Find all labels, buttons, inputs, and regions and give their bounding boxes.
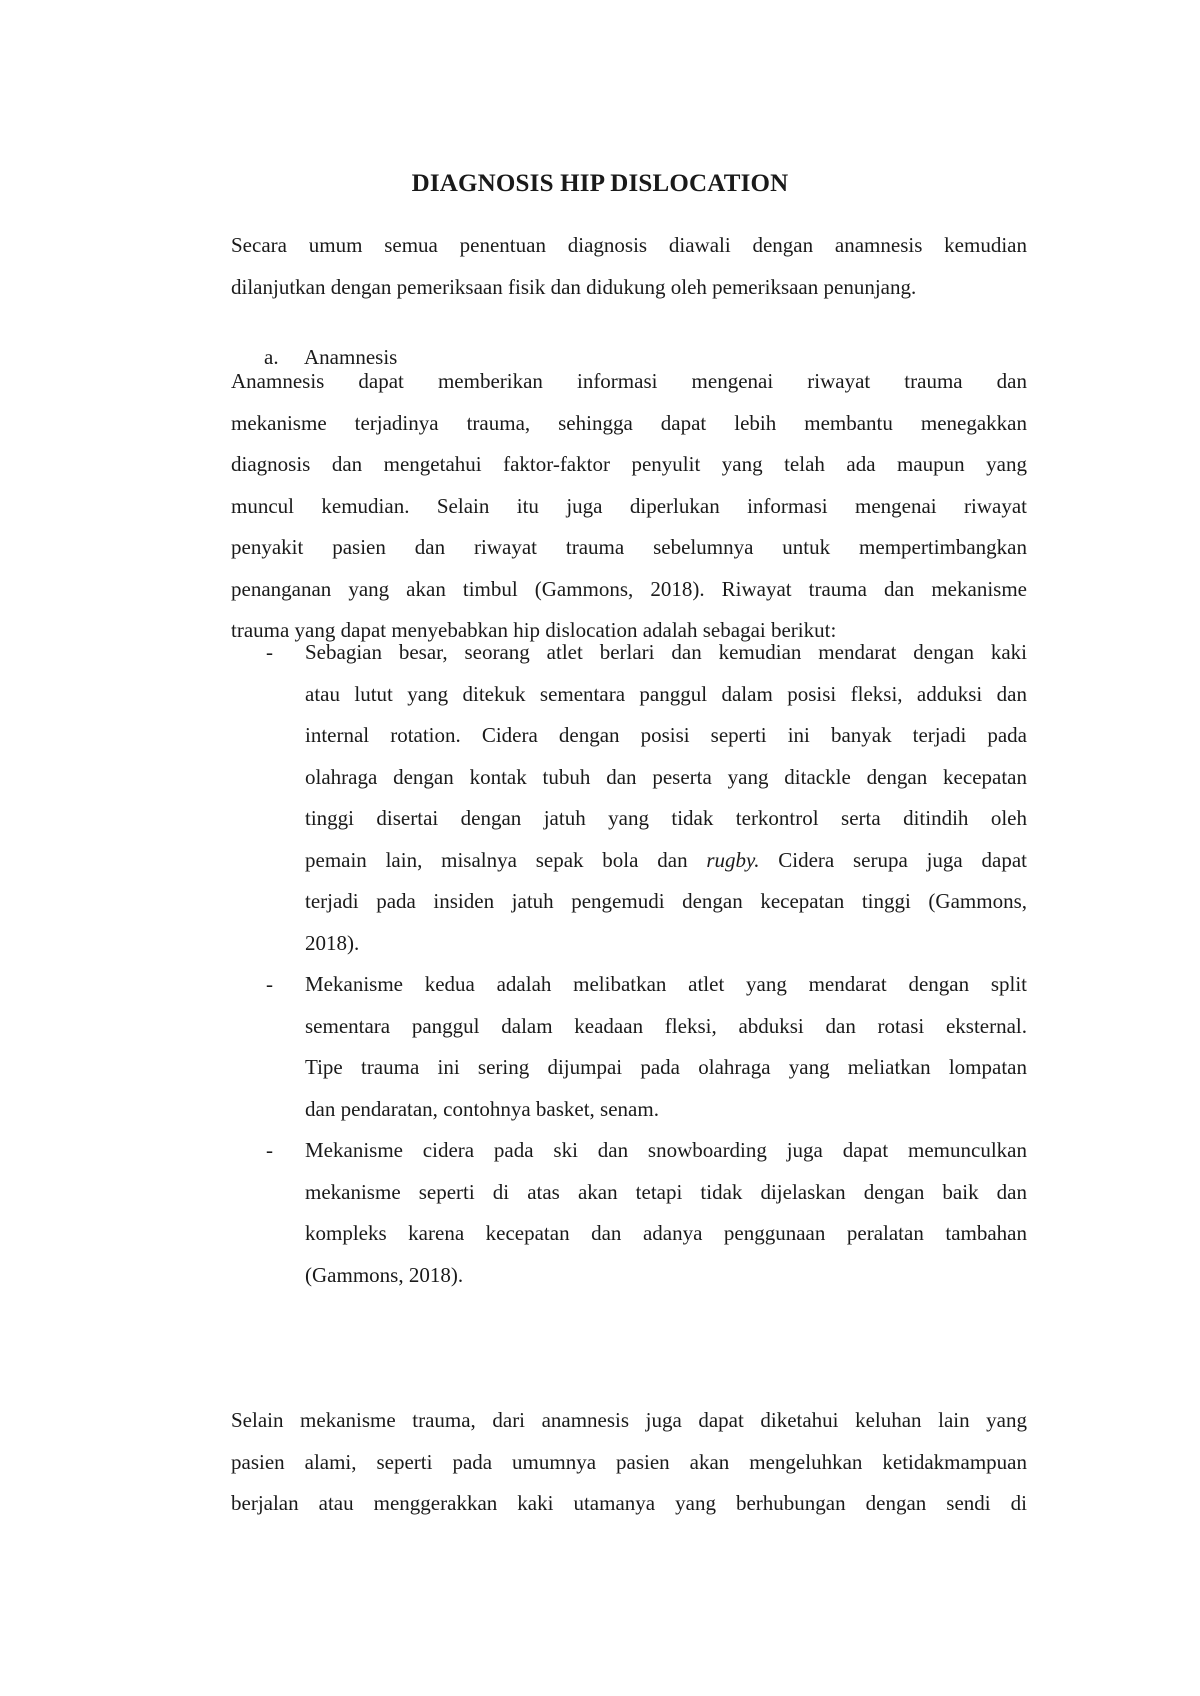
paragraph-line: berjalan atau menggerakkan kaki utamanya yang berhubungan dengan sendi di <box>231 1491 1027 1515</box>
paragraph-line: diagnosis dan mengetahui faktor-faktor penyulit yang telah ada maupun yang <box>231 452 1027 476</box>
list-item <box>264 964 1027 1130</box>
text-run: Cidera serupa juga dapat <box>759 847 1027 872</box>
closing-paragraph <box>231 1400 1027 1525</box>
paragraph-line: Selain mekanisme trauma, dari anamnesis juga dapat diketahui keluhan lain yang <box>231 1408 1027 1432</box>
mechanism-list <box>264 632 1027 1296</box>
list-item-line: kompleks karena kecepatan dan adanya penggunaan peralatan tambahan <box>305 1221 1027 1245</box>
text-run: pemain lain, misalnya sepak bola dan <box>305 847 707 872</box>
paragraph-line: Anamnesis dapat memberikan informasi mengenai riwayat trauma dan <box>231 369 1027 393</box>
list-item-line: terjadi pada insiden jatuh pengemudi dengan kecepatan tinggi (Gammons, <box>305 889 1027 913</box>
list-item-line: Sebagian besar, seorang atlet berlari dan kemudian mendarat dengan kaki <box>305 640 1027 664</box>
list-item-line: tinggi disertai dengan jatuh yang tidak terkontrol serta ditindih oleh <box>305 806 1027 830</box>
intro-line: Secara umum semua penentuan diagnosis diawali dengan anamnesis kemudian <box>231 233 1027 257</box>
anamnesis-paragraph <box>231 361 1027 652</box>
intro-paragraph <box>231 225 1027 308</box>
list-item-line-italic <box>305 840 1027 882</box>
paragraph-line: trauma yang dapat menyebabkan hip dislocation adalah sebagai berikut: <box>231 618 837 642</box>
list-item-line: internal rotation. Cidera dengan posisi seperti ini banyak terjadi pada <box>305 723 1027 747</box>
paragraph-line: mekanisme terjadinya trauma, sehingga dapat lebih membantu menegakkan <box>231 410 1027 435</box>
list-item-line: dan pendaratan, contohnya basket, senam. <box>305 1096 659 1121</box>
list-item-line: Tipe trauma ini sering dijumpai pada olahraga yang meliatkan lompatan <box>305 1055 1027 1079</box>
list-item-line: (Gammons, 2018). <box>305 1262 464 1287</box>
list-item-line: Mekanisme kedua adalah melibatkan atlet yang mendarat dengan split <box>305 972 1027 996</box>
list-item-line: sementara panggul dalam keadaan fleksi, abduksi dan rotasi eksternal. <box>305 1013 1027 1038</box>
list-item-line: 2018). <box>305 930 360 955</box>
page-title: DIAGNOSIS HIP DISLOCATION <box>411 170 789 197</box>
intro-line: dilanjutkan dengan pemeriksaan fisik dan didukung oleh pemeriksaan penunjang. <box>231 274 917 299</box>
paragraph-line: pasien alami, seperti pada umumnya pasien akan mengeluhkan ketidakmampuan <box>231 1449 1027 1474</box>
italic-term-rugby: rugby. <box>706 847 760 872</box>
paragraph-line: penanganan yang akan timbul (Gammons, 2018). Riwayat trauma dan mekanisme <box>231 576 1027 601</box>
list-item-line: olahraga dengan kontak tubuh dan peserta yang ditackle dengan kecepatan <box>305 764 1027 789</box>
list-item-line: mekanisme seperti di atas akan tetapi tidak dijelaskan dengan baik dan <box>305 1179 1027 1204</box>
paragraph-line: penyakit pasien dan riwayat trauma sebelumnya untuk mempertimbangkan <box>231 535 1027 559</box>
paragraph-line: muncul kemudian. Selain itu juga diperlukan informasi mengenai riwayat <box>231 493 1027 518</box>
section-label: Anamnesis <box>304 345 398 369</box>
bullet-dash: - <box>266 640 273 664</box>
bullet-dash: - <box>266 972 273 996</box>
list-item-line: atau lutut yang ditekuk sementara panggul dalam posisi fleksi, adduksi dan <box>305 681 1027 706</box>
list-item-line: Mekanisme cidera pada ski dan snowboarding juga dapat memunculkan <box>305 1138 1027 1162</box>
list-item <box>264 1130 1027 1296</box>
list-item <box>264 632 1027 964</box>
bullet-dash: - <box>266 1138 273 1162</box>
section-marker: a. <box>264 345 279 369</box>
